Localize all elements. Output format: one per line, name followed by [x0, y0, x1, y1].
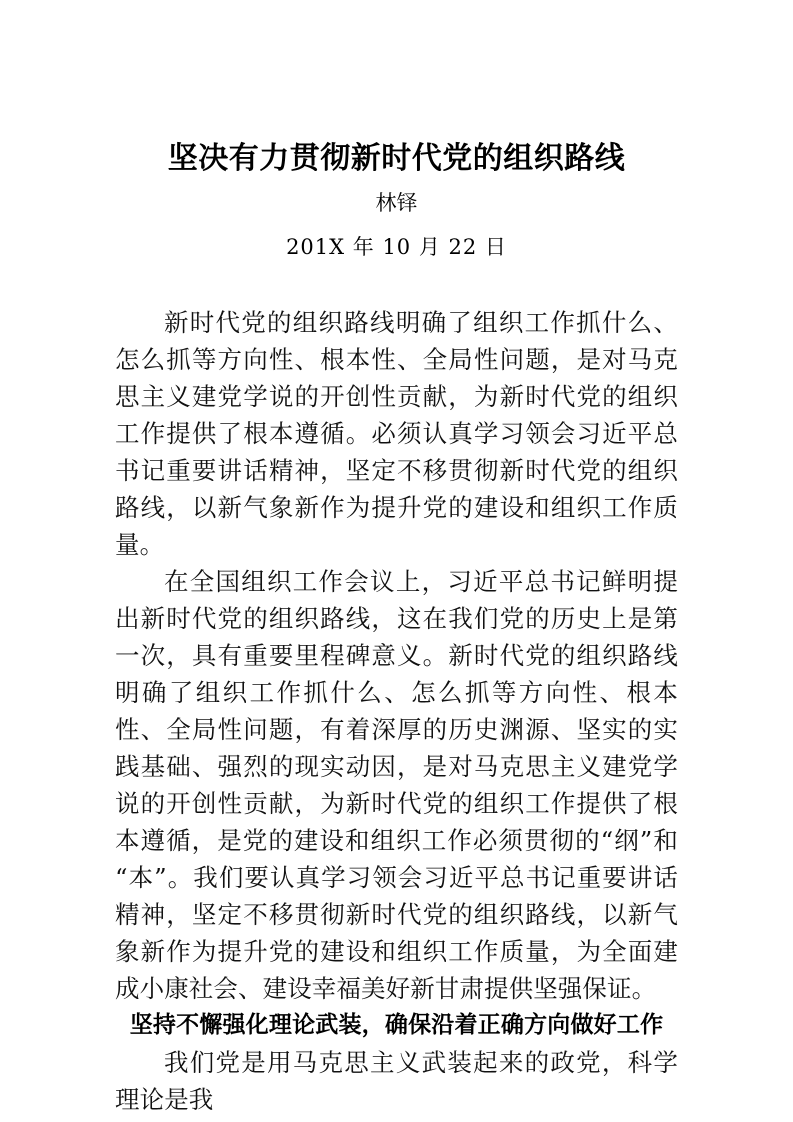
document-author: 林铎 [375, 191, 418, 215]
body-paragraph: 新时代党的组织路线明确了组织工作抓什么、怎么抓等方向性、根本性、全局性问题，是对马克思主义建党学说的开创性贡献，为新时代党的组织工作提供了根本遵循。必须认真学习领会习近平总书记重要讲话精神，坚定不移贯彻新时代党的组织路线，以新气象新作为提升党的建设和组织工作质量。 [115, 308, 678, 559]
document-body [115, 264, 678, 1118]
page-title: 坚决有力贯彻新时代党的组织路线 [167, 141, 626, 176]
document-content-column [115, 0, 678, 1118]
body-paragraph: 我们党是用马克思主义武装起来的政党，科学理论是我 [115, 1048, 678, 1114]
body-paragraph: 在全国组织工作会议上，习近平总书记鲜明提出新时代党的组织路线，这在我们党的历史上是第一次，具有重要里程碑意义。新时代党的组织路线明确了组织工作抓什么、怎么抓等方向性、根本性、全局性问题，有着深厚的历史渊源、坚实的实践基础、强烈的现实动因，是对马克思主义建党学说的开创性贡献，为新时代党的组织工作提供了根本遵循，是党的建设和组织工作必须贯彻的“纲”和“本”。我们要认真学习领会习近平总书记重要讲话精神，坚定不移贯彻新时代党的组织路线，以新气象新作为提升党的建设和组织工作质量，为全面建成小康社会、建设幸福美好新甘肃提供坚强保证。 [115, 567, 678, 1003]
document-date: 201X 年 10 月 22 日 [286, 235, 507, 259]
section-heading: 坚持不懈强化理论武装，确保沿着正确方向做好工作 [129, 1012, 664, 1038]
